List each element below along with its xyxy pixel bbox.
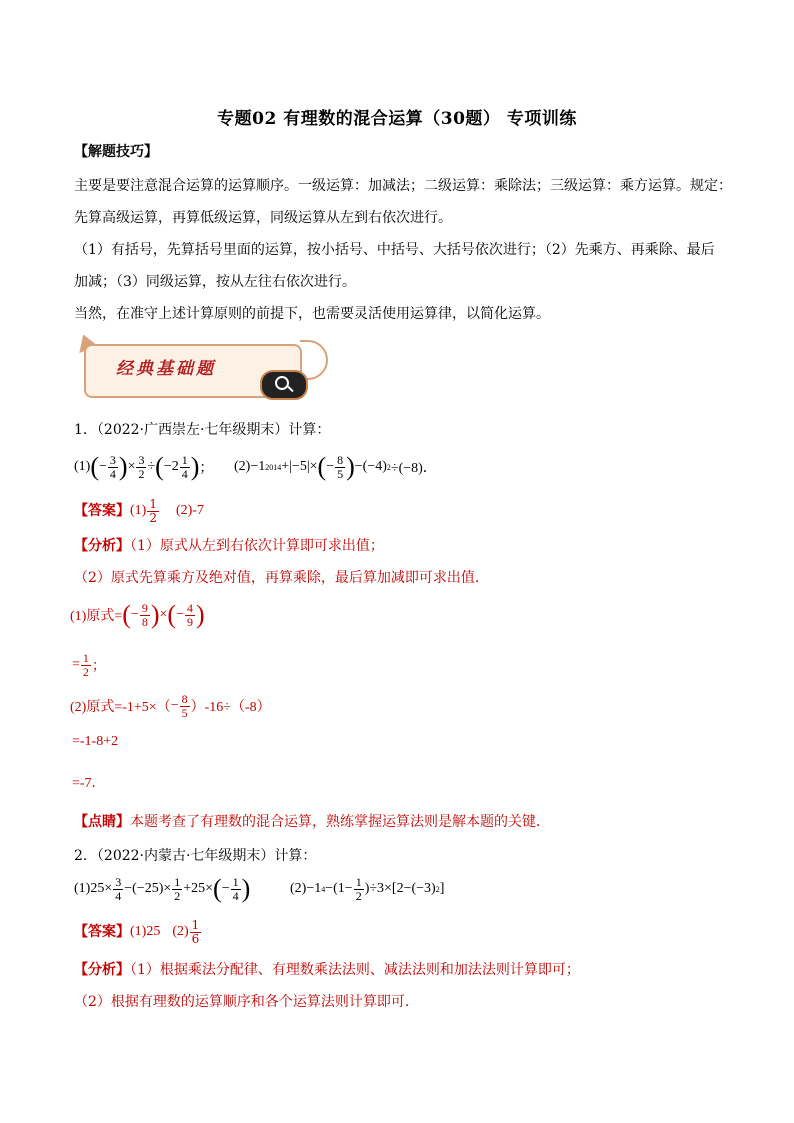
section-banner: [72, 334, 320, 404]
q2-expression-1: (1)25× $\frac{3}{4}$ −(−25)× $\frac{1}{2}$ +25× ( − $\frac{1}{4}$ ): [74, 874, 251, 903]
q1-solution-1: (1)原式= ( − $\frac{9}{8}$ ) × ( − $\frac{4}{9}$ ): [70, 600, 205, 629]
q2-expression-2: (2)−1 4 −(1− $\frac{1}{2}$ )÷3×[2−(−3) 2 ]: [290, 874, 445, 903]
tips-heading: 【解题技巧】: [74, 144, 158, 160]
q1-solution-2-line-3: =-7．: [72, 776, 106, 791]
q1-stem: 1．（2022·广西崇左·七年级期末）计算：: [74, 422, 331, 438]
q1-comment: 【点睛】本题考查了有理数的混合运算，熟练掌握运算法则是解本题的关键．: [74, 814, 550, 830]
page-title: 专题02 有理数的混合运算（30题） 专项训练: [217, 109, 577, 129]
q2-analysis-2: （2）根据有理数的运算顺序和各个运算法则计算即可．: [74, 994, 419, 1010]
tips-line-1: 主要是要注意混合运算的运算顺序。一级运算：加减法；二级运算：乘除法；三级运算：乘方运算。规定：: [74, 178, 732, 194]
q2-analysis-1: 【分析】（1）根据乘法分配律、有理数乘法法则、减法法则和加法法则计算即可；: [74, 962, 580, 978]
q1-analysis-2: （2）原式先算乘方及绝对值，再算乘除，最后算加减即可求出值．: [74, 570, 489, 586]
q2-stem: 2．（2022·内蒙古·七年级期末）计算：: [74, 848, 317, 864]
q1-expression-2: (2) −1 2014 +|−5|× ( − $\frac{8}{5}$ ) −(−4) 2 ÷(−8)．: [234, 452, 437, 481]
q1-analysis-1: 【分析】（1）原式从左到右依次计算即可求出值；: [74, 538, 384, 554]
search-icon: [260, 370, 308, 400]
tips-line-5: 当然，在准守上述计算原则的前提下，也需要灵活使用运算律，以简化运算。: [74, 306, 550, 322]
q1-solution-2-line-1: (2)原式=-1+5×（ − $\frac{8}{5}$ ）-16÷（-8）: [70, 691, 271, 720]
q1-answer: 【答案】 (1) $\frac{1}{2}$ (2)-7: [74, 496, 204, 525]
tips-line-3: （1）有括号，先算括号里面的运算，按小括号、中括号、大括号依次进行；（2）先乘方、再乘除、最后: [74, 242, 715, 258]
q1-solution-2-line-2: =-1-8+2: [72, 734, 119, 749]
tips-line-4: 加减；（3）同级运算，按从左往右依次进行。: [74, 274, 356, 290]
tips-line-2: 先算高级运算，再算低级运算，同级运算从左到右依次进行。: [74, 210, 452, 226]
q1-solution-1-result: = $\frac{1}{2}$ ；: [72, 650, 106, 679]
q2-answer: 【答案】 (1)25 (2) $\frac{1}{6}$: [74, 917, 200, 946]
banner-text: 经典基础题: [116, 359, 216, 379]
q1-expression-1: (1) ( − $\frac{3}{4}$ ) × $\frac{3}{2}$ ÷ ( −2 $\frac{1}{4}$ ) ；: [74, 452, 214, 481]
